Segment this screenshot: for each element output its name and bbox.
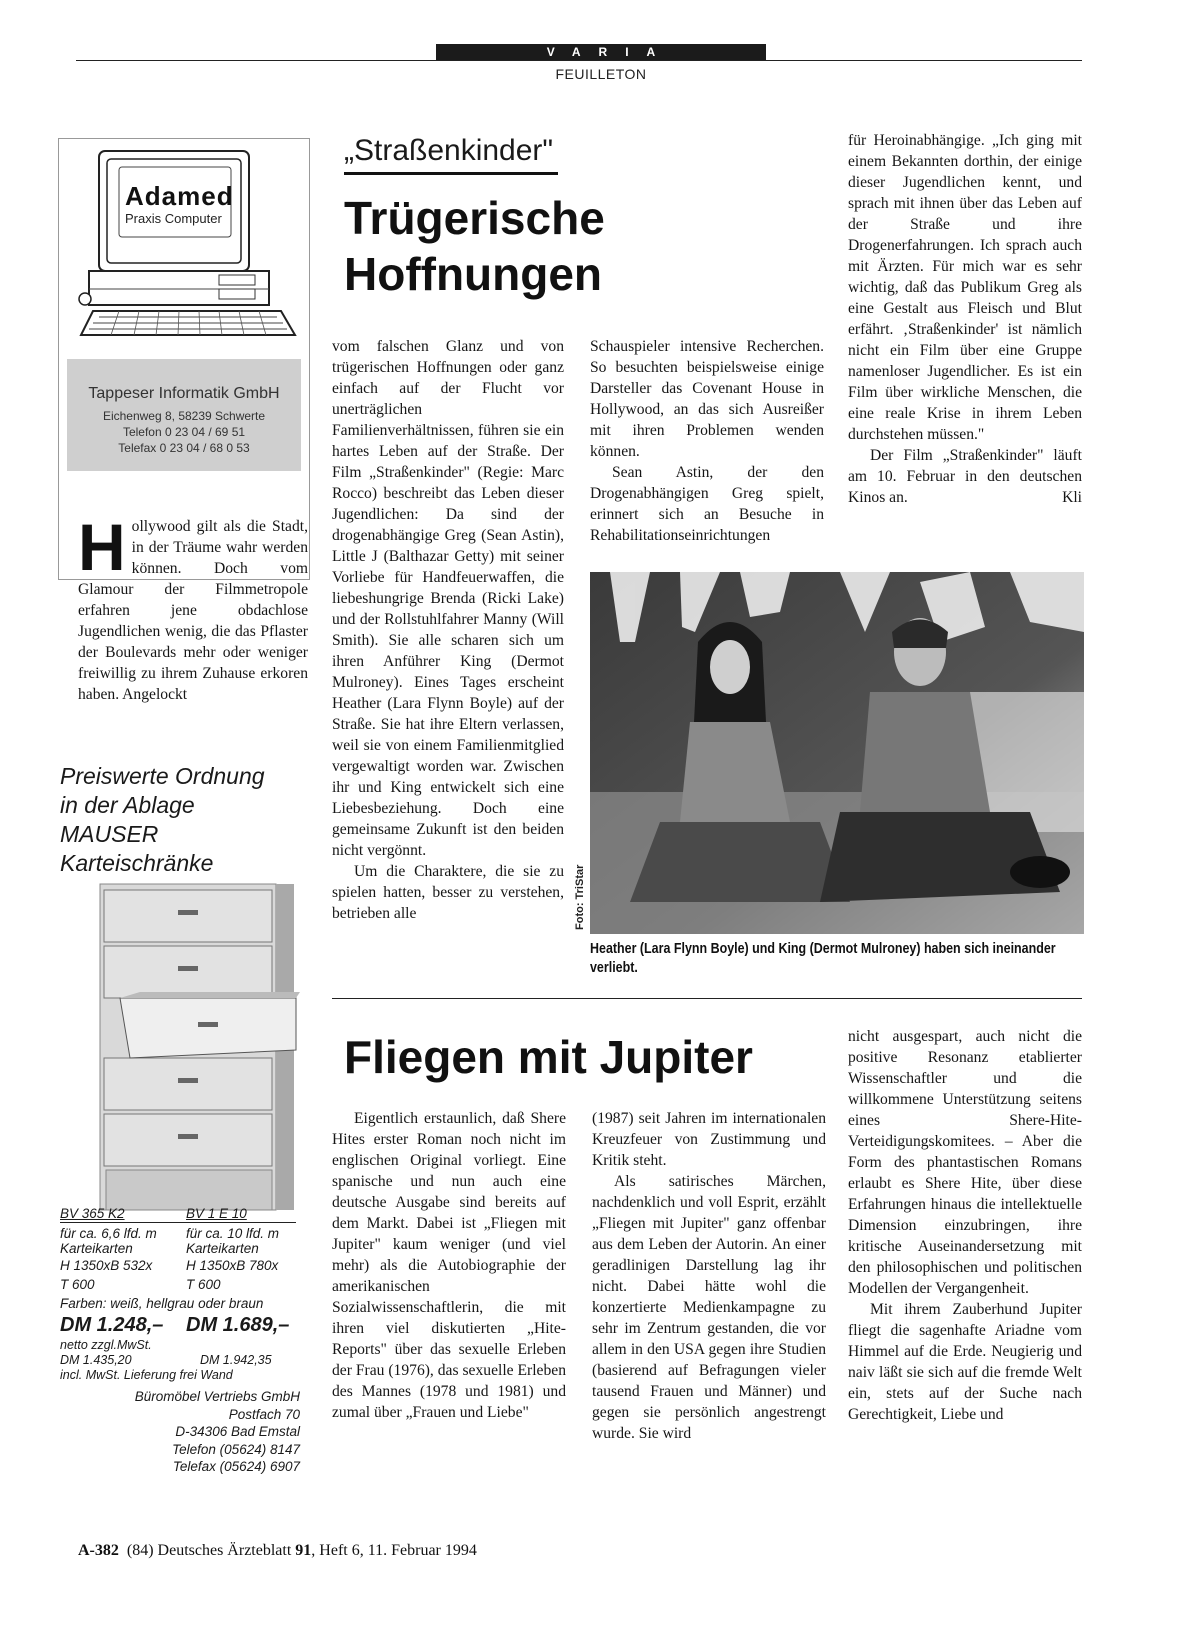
- mauser-title: [60, 762, 310, 878]
- article2-col2b-text: Als satirisches Märchen, nachdenklich und voll Esprit, erzählt „Fliegen mit Jupiter" ganz offenbar aus dem Leben der Autorin. An einer geradlinigen Darstellung lag ihr nicht. Dabei hätte wohl die konzertierte Medienkampagne zu sehr im Zentrum gestanden, die vor allem in den USA gegen ihre Studien (basierend auf Befragungen vieler tausend Frauen und Männer) und gegen sie persönlich angestrengt wurde. Sie wird: [592, 1173, 826, 1442]
- dim-b: H 1350xB 780x: [186, 1258, 279, 1273]
- article1-col4: [848, 130, 1082, 508]
- article1-col2: [332, 336, 564, 924]
- footer-volume: 91: [295, 1542, 312, 1559]
- article1-col1-text: ollywood gilt als die Stadt, in der Träume wahr werden können. Doch vom Glamour der Filmmetropole erfahren jene obdachlose Jugendlichen wenig, die das Pflaster der Boulevards mehr oder weniger freiwillig zu ihrem Zuhause erkoren haben. Angelockt: [78, 518, 308, 703]
- mauser-title-line2: in der Ablage: [60, 792, 195, 818]
- net-label: netto zzgl.MwSt.: [60, 1338, 152, 1352]
- section-bar: VARIA: [436, 44, 766, 60]
- adamed-logo-sub: Praxis Computer: [125, 211, 222, 226]
- filing-cabinet-illustration: [90, 880, 300, 1216]
- adamed-contact-box: [67, 359, 301, 471]
- adamed-phone: Telefon 0 23 04 / 69 51: [122, 425, 246, 439]
- article1-col4a-text: für Heroinabhängige. „Ich ging mit einem Bekannten dorthin, der einige dieser Jugendlichen kennt, und sprach mit ihnen über das Leben auf der Straße und ihre Drogenerfahrungen. Ich sprach auch mit Ärzten. Für mich war es sehr wichtig, daß das Publikum Greg als eine Gestalt aus Fleisch und Blut erfährt. ‚Straßenkinder' ist nämlich nicht ein Film über eine Gruppe namenloser Jugendlicher. Es ist ein Film über wirkliche Menschen, die eine reale Krise in ihrem Leben durchstehen müssen.": [848, 132, 1082, 443]
- film-photo: [590, 572, 1084, 934]
- cap-b2: Karteikarten: [186, 1241, 259, 1256]
- mauser-net: [60, 1338, 272, 1383]
- subsection-label: FEUILLETON: [555, 66, 647, 82]
- article1-col3b-text: Sean Astin, der den Drogenabhängigen Greg spielt, erinnert sich an Besuche in Rehabilitationseinrichtungen: [590, 464, 824, 544]
- kicker-underline: [344, 172, 558, 175]
- vendor-city: D-34306 Bad Emstal: [175, 1424, 300, 1439]
- article1-col3a-text: Schauspieler intensive Recherchen. So besuchten beispielsweise einige Darsteller das Covenant House in Hollywood, an das sich Ausreißer mit ihren Problemen wenden können.: [590, 338, 824, 460]
- page-footer: [78, 1542, 477, 1560]
- header-rule: [76, 60, 1082, 61]
- article2-col1: [332, 1108, 566, 1423]
- article1-col2-text: vom falschen Glanz und von trügerischen Hoffnungen oder ganz einfach auf der Flucht vor unerträglichen Familienverhältnissen, führen sie ein hartes Leben auf der Straße. Der Film „Straßenkinder" (Regie: Marc Rocco) beschreibt das Leben dieser Jugendlichen: Da sind der drogenabhängige Greg (Sean Astin), Little J (Balthazar Getty) mit seiner Vorliebe für Handfeuerwaffen, die liebeshungrige Brenda (Ricki Lake) und der Rollstuhlfahrer Manny (Will Smith). Sie alle scharen sich um ihren Anführer King (Dermot Mulroney). Eines Tages erscheint Heather (Lara Flynn Boyle) auf der Straße. Sie hat ihre Eltern verlassen, weil sie von einem Familienmitglied vergewaltigt worden war. Zwischen ihr und King entwickelt sich eine Liebesbeziehung. Doch eine gemeinsame Zukunft ist den beiden nicht vergönnt.: [332, 338, 564, 859]
- article1-kicker: „Straßenkinder": [344, 134, 554, 167]
- adamed-logo: Adamed: [125, 181, 234, 211]
- mauser-title-line3: MAUSER: [60, 821, 159, 847]
- cap-a2: Karteikarten: [60, 1241, 133, 1256]
- footer-issue: , Heft 6, 11. Februar 1994: [311, 1542, 477, 1559]
- article2-col3: [848, 1026, 1082, 1425]
- mauser-model-rule: [60, 1222, 296, 1223]
- article-divider: [332, 998, 1082, 999]
- computer-illustration: [59, 139, 309, 344]
- dim-a: H 1350xB 532x: [60, 1258, 153, 1273]
- article1-col4b-body: Der Film „Straßenkinder" läuft am 10. Februar in den deutschen Kinos an.: [848, 447, 1082, 506]
- price-b: DM 1.689,–: [186, 1314, 290, 1336]
- article2-col2a-text: (1987) seit Jahren im internationalen Kreuzfeuer von Zustimmung und Kritik steht.: [592, 1110, 826, 1169]
- article2-headline: Fliegen mit Jupiter: [344, 1031, 753, 1083]
- cap-b1: für ca. 10 lfd. m: [186, 1226, 280, 1241]
- article2-col3b-text: Mit ihrem Zauberhund Jupiter fliegt die sagenhafte Ariadne vom Himmel auf die Erde. Neugierig und naiv läßt sie sich auf die fremde Welt ein, stets auf der Suche nach Gerechtigkeit, Liebe und: [848, 1301, 1082, 1423]
- incl-b: DM 1.942,35: [200, 1353, 272, 1367]
- article1-col4b-text: [848, 445, 1082, 508]
- photo-caption: Heather (Lara Flynn Boyle) und King (Dermot Mulroney) haben sich ineinander verliebt.: [590, 941, 1056, 976]
- vendor-name: Büromöbel Vertriebs GmbH: [134, 1389, 300, 1404]
- photo-credit: Foto: TriStar: [574, 864, 586, 930]
- mauser-colors: Farben: weiß, hellgrau oder braun: [60, 1296, 264, 1311]
- mauser-title-line4: Karteischränke: [60, 850, 214, 876]
- vendor-fax: Telefax (05624) 6907: [172, 1459, 300, 1474]
- article1-col3: [590, 336, 824, 546]
- article1-col1: [78, 510, 308, 705]
- incl-line: incl. MwSt. Lieferung frei Wand: [60, 1368, 233, 1382]
- adamed-address: Eichenweg 8, 58239 Schwerte: [102, 409, 266, 423]
- t-a: T 600: [60, 1277, 95, 1292]
- mauser-prices: [60, 1314, 289, 1337]
- footer-page-number: A-382: [78, 1542, 119, 1559]
- dropcap: H: [78, 510, 126, 584]
- article1-col2b-text: Um die Charaktere, die sie zu spielen hatten, besser zu verstehen, betrieben alle: [332, 863, 564, 922]
- article2-col2: [592, 1108, 826, 1444]
- model-a: BV 365 K2: [60, 1206, 125, 1221]
- footer-journal: (84) Deutsches Ärzteblatt: [126, 1542, 292, 1559]
- adamed-company: Tappeser Informatik GmbH: [88, 385, 280, 402]
- film-photo-illustration: [590, 572, 1084, 934]
- article2-col1-text: Eigentlich erstaunlich, daß Shere Hites erster Roman noch nicht im englischen Original vorliegt. Eine spanische und nun auch eine deutsche Ausgabe sind bereits auf dem Markt. Dabei ist „Fliegen mit Jupiter" kaum weniger (und viel mehr) als die Autobiographie der amerikanischen Sozialwissenschaftlerin, die mit ihren viel diskutierten „Hite-Reports" über das sexuelle Erleben der Frau (1976), das sexuelle Erleben des Mannes (1978 und 1981) und zumal über „Frauen und Liebe": [332, 1110, 566, 1421]
- article1-headline: Trügerische Hoffnungen: [344, 192, 605, 300]
- mauser-models: [60, 1206, 247, 1221]
- incl-a: DM 1.435,20: [60, 1353, 132, 1367]
- article1-author: Kli: [1062, 489, 1082, 506]
- vendor-phone: Telefon (05624) 8147: [172, 1441, 300, 1457]
- adamed-fax: Telefax 0 23 04 / 68 0 53: [118, 441, 250, 455]
- price-a: DM 1.248,–: [60, 1314, 164, 1336]
- cap-a1: für ca. 6,6 lfd. m: [60, 1226, 157, 1241]
- vendor-postfach: Postfach 70: [228, 1406, 300, 1422]
- mauser-title-line1: Preiswerte Ordnung: [60, 763, 265, 789]
- model-b: BV 1 E 10: [186, 1206, 247, 1221]
- mauser-vendor: [60, 1388, 300, 1476]
- t-b: T 600: [186, 1277, 221, 1292]
- article2-col3a-text: nicht ausgespart, auch nicht die positive Resonanz etablierter Wissenschaftler und die willkommene Unterstützung seitens eines Shere-Hite-Verteidigungskomitees. – Aber die Form des phantastischen Romans erlaubt es Shere Hite, über diese Erfahrungen hinaus die intellektuelle Dimension einzubringen, ihre kritische Auseinandersetzung mit den philosophischen und politischen Modellen der Vergangenheit.: [848, 1028, 1082, 1297]
- mauser-specs: [60, 1226, 279, 1311]
